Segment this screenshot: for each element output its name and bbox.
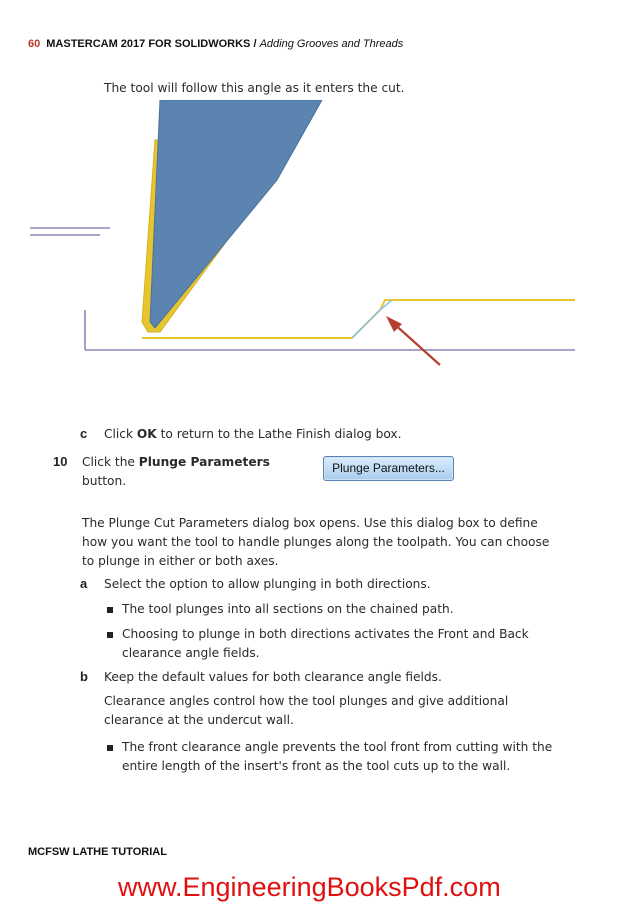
step-c-letter: c — [80, 426, 88, 441]
step-c-post: to return to the Lathe Finish dialog box. — [156, 427, 402, 441]
bullet-square-icon — [107, 745, 113, 751]
callout-arrow — [392, 322, 440, 365]
bullet-line: entire length of the insert's front as the tool cuts up to the wall. — [122, 759, 511, 773]
page-number: 60 — [28, 38, 41, 50]
step-c-text — [104, 425, 402, 444]
note-line: clearance at the undercut wall. — [104, 713, 294, 727]
step-10-text — [82, 453, 302, 491]
figure-caption-text: The tool will follow this angle as it enters the cut. — [104, 81, 405, 95]
bullet-text — [122, 738, 552, 776]
chapter-title: Adding Grooves and Threads — [259, 38, 404, 50]
bullet-line: Choosing to plunge in both directions activates the Front and Back — [122, 627, 529, 641]
clearance-note — [104, 692, 508, 730]
header-separator: / — [253, 38, 257, 50]
bullet-square-icon — [107, 632, 113, 638]
paragraph-line: to plunge in either or both axes. — [82, 554, 279, 568]
step-10-number: 10 — [53, 454, 68, 469]
plunge-parameters-button[interactable]: Plunge Parameters... — [323, 456, 454, 481]
bullet-line: clearance angle fields. — [122, 646, 260, 660]
toolpath-figure — [30, 100, 575, 400]
plunge-parameters-label: Plunge Parameters — [138, 455, 270, 469]
paragraph-line: The Plunge Cut Parameters dialog box opens. Use this dialog box to define — [82, 516, 538, 530]
note-line: Clearance angles control how the tool plunges and give additional — [104, 694, 509, 708]
bullet-line: The front clearance angle prevents the tool front from cutting with the — [122, 740, 553, 754]
running-header — [28, 38, 403, 50]
step-a-letter: a — [80, 576, 88, 591]
entry-angle-line — [352, 308, 382, 338]
plunge-paragraph — [82, 514, 549, 571]
step-10-pre: Click the — [82, 455, 139, 469]
bullet-line: The tool plunges into all sections on the chained path. — [122, 602, 454, 616]
bullet-text — [122, 625, 529, 663]
book-title: MASTERCAM 2017 FOR SOLIDWORKS — [46, 38, 251, 50]
bullet-text — [122, 600, 454, 619]
paragraph-line: how you want the tool to handle plunges along the toolpath. You can choose — [82, 535, 550, 549]
step-b-letter: b — [80, 669, 88, 684]
step-a-text: Select the option to allow plunging in both directions. — [104, 577, 431, 591]
running-footer: MCFSW LATHE TUTORIAL — [28, 846, 167, 858]
ok-label: OK — [136, 427, 157, 441]
step-b-text: Keep the default values for both clearance angle fields. — [104, 670, 442, 684]
step-10-line2: button. — [82, 474, 127, 488]
step-c-pre: Click — [104, 427, 137, 441]
tool-holder — [150, 100, 322, 328]
bullet-square-icon — [107, 607, 113, 613]
watermark-link[interactable]: www.EngineeringBooksPdf.com — [118, 872, 501, 902]
